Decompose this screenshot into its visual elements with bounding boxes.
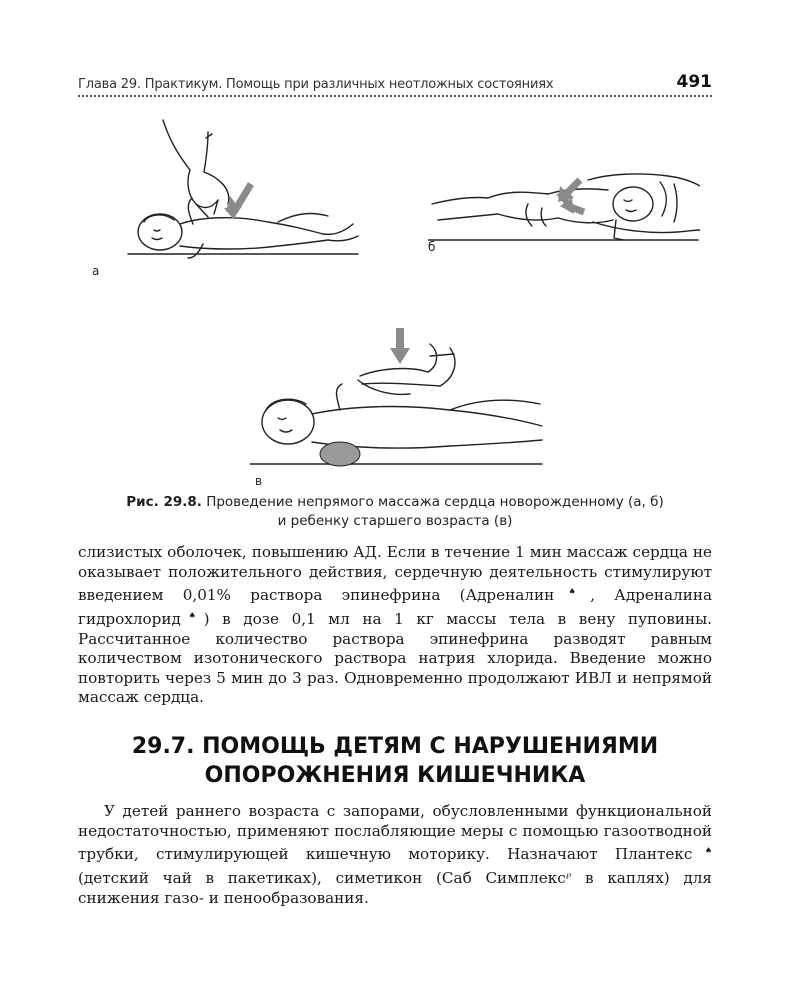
newborn-compression-two-fingers-illustration: [108, 112, 368, 262]
running-head: Глава 29. Практикум. Помощь при различных неотложных состояниях: [78, 77, 554, 92]
caption-label: Рис. 29.8.: [126, 494, 202, 510]
registration-mark: ℘: [565, 869, 572, 879]
figure-panel-a: [108, 112, 368, 262]
figure-panel-c: [250, 326, 550, 476]
paragraph-2-part-b: (детский чай в пакетиках), симетикон (Саб Симплекс: [78, 868, 566, 887]
figure-panel-b: [428, 160, 700, 255]
trademark-mark: ♠: [692, 846, 713, 856]
paragraph-2-part-c: в каплях) для снижения газо- и пенообразования.: [78, 868, 712, 907]
caption-line-1: Проведение непрямого массажа сердца новорожденному (а, б): [206, 494, 664, 510]
paragraph-1-part-a: слизистых оболочек, повышению АД. Если в течение 1 мин массаж сердца не оказывает положительного действия, сердечную деятельность стимулируют введением 0,01% раствора эпинефрина (Адреналин: [78, 543, 712, 605]
newborn-compression-thumbs-illustration: [428, 160, 700, 255]
panel-label-a: а: [92, 264, 100, 278]
section-title-line-1: 29.7. ПОМОЩЬ ДЕТЯМ С НАРУШЕНИЯМИ: [131, 734, 659, 759]
paragraph-1-part-c: ) в дозе 0,1 мл на 1 кг массы тела в вену пуповины. Рассчитанное количество раствора эпинефрина разводят равным количеством изотонического раствора натрия хлорида. Введение можно повторить через 5 мин до 3 раз. Одновременно продолжают ИВЛ и непрямой массаж сердца.: [78, 609, 713, 707]
page-number: 491: [676, 72, 712, 92]
paragraph-2-part-a: У детей раннего возраста с запорами, обусловленными функциональной недостаточностью, применяют послабляющие меры с помощью газоотводной трубки, стимулирующей кишечную моторику. Назначают Плантекс: [78, 802, 712, 864]
section-title: [78, 732, 712, 790]
trademark-mark: ♠: [180, 610, 204, 620]
paragraph-1-part-b: , Адреналина гидрохлорид: [78, 586, 712, 628]
panel-label-b: б: [428, 240, 436, 254]
paragraph-1: [78, 543, 712, 708]
caption-line-2: и ребенку старшего возраста (в): [277, 513, 513, 529]
figure-caption: [78, 493, 712, 531]
trademark-mark: ♠: [554, 587, 591, 597]
paragraph-2: [78, 802, 712, 908]
older-child-compression-illustration: [250, 326, 550, 476]
page-header: [78, 64, 712, 97]
panel-label-c: в: [255, 474, 263, 488]
section-title-line-2: ОПОРОЖНЕНИЯ КИШЕЧНИКА: [204, 763, 586, 788]
